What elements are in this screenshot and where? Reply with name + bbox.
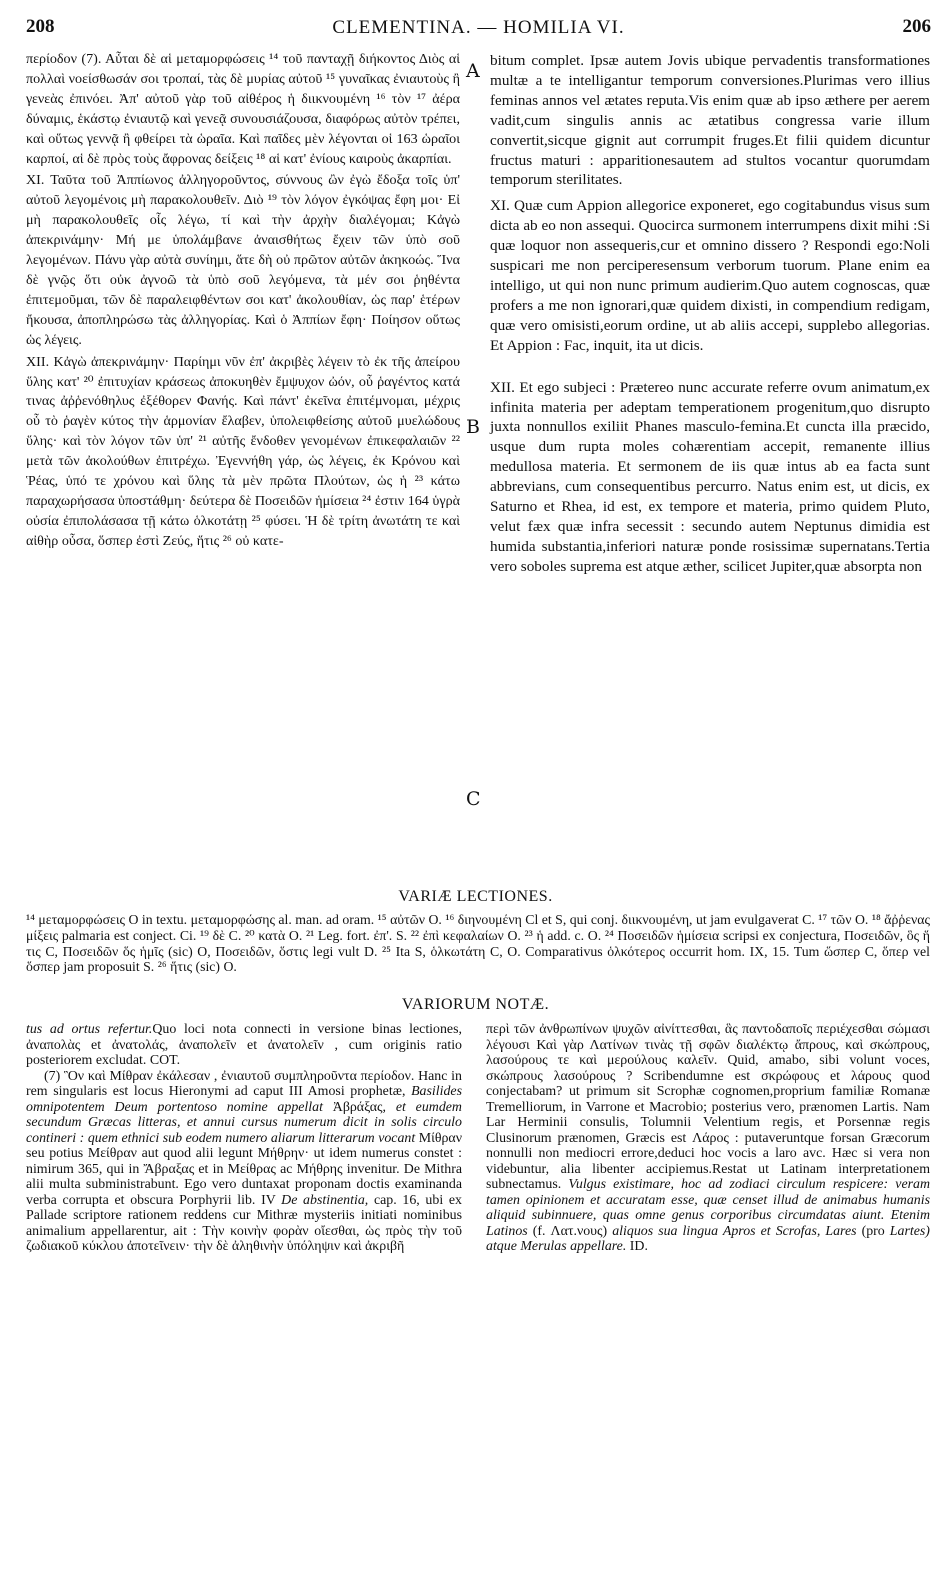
margin-marker-b: B: [466, 416, 480, 438]
greek-column: [26, 50, 460, 552]
note-italic-fragment: tus ad ortus refertur.: [26, 1022, 153, 1037]
note-7-text-b: Ἀβράξας,: [332, 1099, 387, 1115]
note-7-italic-1: Basilides omnipotentem Deum portentoso nomine appellat: [26, 1084, 462, 1115]
note-right-text-c: (pro: [861, 1223, 885, 1239]
note-7-text-a: (7) Ὃν καὶ Μίθραν ἐκάλεσαν , ἐνιαυτοῦ συμπληροῦντα περίοδον. Hanc in rem singularis est locus Hieronymi ad caput III Amosi prophetæ,: [26, 1068, 462, 1099]
latin-paragraph-3: XII. Et ego subjeci : Prætereo nunc accurate referre ovum animatum,ex infinita materia per adeptam temperationem progenitum,quo disrupto juxta nonnullos exiliit Phanes masculo-femina.Et cuncta illa præcido, usque dum rupta moles cohærentiam accepit, remanente illius medullosa materia. Et sermonem de iis quæ intus ab ea facta sunt abbrevians, cum consequentibus percurro. Natus enim est, ut dicis, ex Saturno et Rhea, id est, ex tempore et materia, primo quidem Pluto, velut fæx quæ infra secessit : secundo autem Neptunus dimidia est humida substantia,inferiori naturæ ponde rosissimæ supernatans.Tertia vero soboles suprema est atque æther, scilicet Jupiter,quæ absorpta non: [490, 378, 930, 575]
running-title: CLEMENTINA. — HOMILIA VI.: [332, 17, 625, 38]
latin-paragraph-2: XI. Quæ cum Appion allegorice exponeret, ego cogitabundus visus sum dicta ab eo non assequi. Quocirca surmonem interrumpens dixit mihi :Si quæ loquor non assequeris,cur et omnino dissero ? Respondi ego:Noli suspicari me non perciperesensum verborum tuorum. Plane enim ea intelligo, ut qui non nunc primum audierim.Quo autem cognoscas, quæ profers a me non ignorari,quæ quidem dixisti, in compendium redigam, quæ vero omisisti,eorum ordine, ut ab aliis accepi, supplebo allegorias. Et Appion : Fac, inquit, ita ut dicis.: [490, 197, 930, 354]
latin-paragraph-1: bitum complet. Ipsæ autem Jovis ubique pervadentis transformationes multæ a te intelligantur temporum conversiones.Plurimas vero illius feminas annos vel ætates reputa.Vis enim quæ ab ipso æthere per aerem vadit,cum singulis annis ac ætatibus congressa varie illum convertit,sicque gignit aut corrumpit fruges.Et filii quidem dicuntur fructus maturi : apparitionesautem ad stultos vocantur quorumdam temporum sterilitates.: [490, 52, 930, 189]
note-7-italic-2: et eumdem secundum Græcas litteras, et annui cursus numerum dicit in solis circulo contineri : quem ethnici sub eodem numero aliarum litterarum vocant: [26, 1099, 462, 1146]
page-header: [26, 16, 931, 42]
lectiones-block: [26, 912, 930, 975]
lectiones-text: ¹⁴ μεταμορφώσεις O in textu. μεταμορφώσης al. man. ad oram. ¹⁵ αὐτῶν O. ¹⁶ διηνουμένη Cl et S, qui conj. διικνουμένη, ut jam evulgaverat C. ¹⁷ τῶν O. ¹⁸ ἄῤῥενας μίξεις palmaria est conject. Ci. ¹⁹ δὲ C. ²⁰ κατὰ O. ²¹ Leg. fort. ἐπ'. S. ²² ἐπὶ κεφαλαίων O. ²³ ἡ add. c. O. ²⁴ Ποσειδῶν ἡμίσεια scripsi ex conjectura, Ποσειδῶν, ὃς ἥ τις C, Ποσειδῶν ὅς ἡμῖς (sic) O, Ποσειδῶν, ὅστις legi vult D. ²⁵ Ita S, ὁλκωτάτη C, O. Comparativus ὁλκότερος occurrit hom. IX, 15. Tum ὥσπερ C, ὅπερ vel ὅσπερ jam proposuit S. ²⁶ ἥτις (sic) O.: [26, 912, 930, 975]
margin-marker-c: C: [466, 788, 481, 810]
latin-column: [490, 51, 930, 577]
note-right-italic-2: aliquos sua lingua Apros et Scrofas, Lares: [612, 1223, 857, 1239]
note-right-italic-1: Vulgus existimare, hoc ad zodiaci circulum respicere: veram tamen opinionem et accuratam esse, quæ censet illud de animabus humanis aliquid subinnuere, quas omne genus corporibus circumdatas aiunt. Etenim Latinos: [486, 1177, 930, 1239]
greek-paragraph-2: XI. Ταῦτα τοῦ Ἀππίωνος ἀλληγοροῦντος, σύννους ὢν ἐγὼ ἔδοξα τοῖς ὑπ' αὐτοῦ λεγομένοις μὴ παρακολουθεῖν. Διὸ ¹⁹ τὸν λόγον ἐγκόψας ἔφη μοι· Εἰ μὴ παρακολουθεῖς οἷς λέγω, τί καὶ τὴν ἀρχὴν διαλέγομαι; Κἀγὼ ἀπεκρινάμην· Μή με ὑπολάμβανε ἀναισθήτως ἔχειν τῶν ὑπὸ σοῦ λεγομένων. Πάνυ γὰρ αὐτὰ συνίημι, ἅτε δὴ οὐ πρῶτον αὐτῶν ἀκηκοώς. Ἵνα δὲ γνῷς ὅτι οὐκ ἀγνοῶ τὰ ὑπὸ σοῦ λεγόμενα, τὰ μέν σοι ῥηθέντα ἐπιτεμοῦμαι, τῶν δὲ παραλειφθέντων σοι κατ' ἀκολουθίαν, ὡς παρ' ἑτέρων ἤκουσα, ἀποπληρώσω τὰς ἀλληγορίας. Καὶ ὁ Ἀππίων ἔφη· Ποίησον οὕτως ὡς λέγεις.: [26, 172, 460, 348]
note-signature: ID.: [629, 1239, 648, 1254]
margin-marker-a: A: [466, 60, 480, 82]
greek-paragraph-3: XII. Κἀγὼ ἀπεκρινάμην· Παρίημι νῦν ἐπ' ἀκριβὲς λέγειν τὸ ἐκ τῆς ἀπείρου ὕλης κατ' ²⁰ ἐπιτυχίαν κράσεως ἀποκυηθὲν ἔμψυχον ὠόν, οὗ ῥαγέντος κατά τινας ἀῤῥενόθηλυς ἐξέθορεν Φανής. Καὶ πάντ' ἐκεῖνα ἐπιτέμνομαι, μέχρις οὗ τὸ ῥαγὲν κύτος τὴν ἁρμονίαν ἔλαβεν, ὑπολειφθείσης αὐτοῦ μυελώδους ὕλης· καὶ τὸν λόγον τῶν ὑπ' ²¹ αὐτῆς ἔνδοθεν γενομένων ἐπικεφαλαιῶν ²² μετὰ τῶν ἀκολούθων ἐπιτρέχω. Ἐγεννήθη γάρ, ὡς λέγεις, ἐκ Κρόνου καὶ Ῥέας, ὑπό τε χρόνου καὶ ὕλης τὰ μὲν πρῶτα Πλούτων, ὡς ἡ ²³ κάτω παραχωρήσασα ὑποστάθμη· δεύτερα δὲ Ποσειδῶν ἡμίσεια ²⁴ ἐστιν 164 ὑγρὰ οὐσία ἐπιπολάσασα τῇ κάτω ὁλκοτάτῃ ²⁵ φύσει. Ἡ δὲ τρίτη ἀνωτάτη τε καὶ αἰθὴρ οὖσα, ὅσπερ ἐστὶ Ζεύς, ἥτις ²⁶ οὐ κατε-: [26, 353, 460, 549]
note-7-italic-3: De abstinentia,: [281, 1192, 369, 1208]
note-right-text-a: περὶ τῶν ἀνθρωπίνων ψυχῶν αἰνίττεσθαι, ἃς παντοδαποῖς περιέχεσθαι σώμασι λέγουσι Καὶ γὰρ Λατίνων τινὰς τῇ σφῶν διαλέκτῳ ἄπρους, καὶ σκώπρους, λασούρους τε καὶ μερούλους καλεῖν. Quid, amabo, sibi volunt voces, σκώπρους λασούρους ? Scribendumne est σκρώφους et λάρους quod conjectabam? ut primum sit Scrophæ cognomen,proprium familiæ Romanæ Tremelliorum, in Varrone et Macrobio; posterius vero, prænomen Lartis. Nam Lar Herminii consulis, Tolumnii Velentium regis, et Porsennæ regis Clusinorum prænomen, Græcis est Λάρος : putaveruntque forsan Græcorum nonnulli non mediocri errore,deduci hoc vocis a laro avc. Hæc si vera non videbuntur, alia libenter accipiemus.Restat ut Latinam interpretationem subnectamus.: [486, 1022, 930, 1192]
note-7-continued: [486, 1022, 930, 1255]
note-right-italic-3: Lartes): [889, 1223, 930, 1239]
page-number-left: 208: [26, 16, 55, 37]
notae-heading: VARIORUM NOTÆ.: [401, 996, 550, 1013]
note-right-italic-4: atque Merulas appellare.: [486, 1239, 627, 1254]
note-7: [26, 1069, 462, 1255]
page-number-right: 206: [902, 16, 931, 37]
greek-paragraph-1: περίοδον (7). Αὗται δὲ αἱ μεταμορφώσεις ¹⁴ τοῦ πανταχῇ διήκοντος Διὸς αἱ πολλαὶ νοείσθωσάν σοι τροπαί, τὰς δὲ μυρίας αὐτοῦ ¹⁵ γυναῖκας ἐνιαυτοὺς ἢ γενεὰς ἐπινόει. Ἀπ' αὐτοῦ γὰρ τοῦ αἰθέρος ἡ διικνουμένη ¹⁶ τὸν ¹⁷ ἀέρα δύναμις, ἑκάστῳ ἐνιαυτῷ καὶ γενεᾷ συνουσιάζουσα, διαφόρως αὐτὸν τρέπει, καὶ οὕτως γεννᾷ ἢ φθείρει τὰ ὡραῖα. Καὶ παῖδες μὲν λέγονται οἱ 163 ὡραῖοι καρποί, αἱ δὲ πρὸς τοὺς ἄφρονας δείξεις ¹⁸ αἱ κατ' ἐνίους καιροὺς ἀκαρπίαι.: [26, 51, 460, 167]
note-continuation: [26, 1022, 462, 1069]
note-right-text-b: (f. Λατ.νους): [532, 1223, 608, 1239]
lectiones-heading: VARIÆ LECTIONES.: [398, 888, 553, 905]
note-7-text-c: Μίθραν seu potius Μείθραν aut quod alii legunt Μήθρην· ut idem numerus constet : nimirum 365, qui in Ἄβραξας et in Μείθρας ac Μήθρης invenitur. De Mithra alii multa subministrabunt. Ego vero duntaxat proponam doctis examinanda verba corrupta et obscura Porphyrii lib. IV: [26, 1130, 462, 1208]
notes-right-column: [486, 1022, 930, 1255]
notes-left-column: [26, 1022, 462, 1255]
note-7-text-d: cap. 16, ubi ex Pallade scriptore rationem reddens cur Mithræ mysteriis initiati nominibus animalium appellarentur, ait : Τὴν κοινὴν φορὰν οἴεσθαι, ὡς πρὸς τὴν τοῦ ζωδιακοῦ κύκλου ἀποτεῖνειν· τὴν δὲ ἀληθινὴν ὑπόληψιν καὶ ἀκριβῆ: [26, 1192, 462, 1254]
note-text-fragment: Quo loci nota connecti in versione binas lectiones, ἀναπολὰς et ἀνατολάς, ἀναπολεῖν et ἀνατολεῖν , cum originis ratio posteriorem excludat. COT.: [26, 1022, 462, 1068]
